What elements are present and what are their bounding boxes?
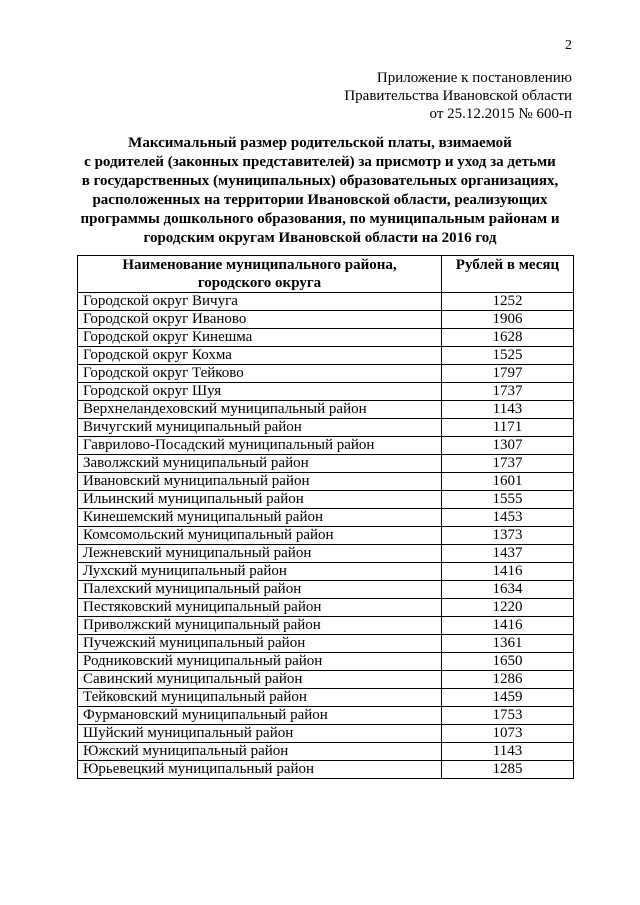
- title-line: городским округам Ивановской области на 2016 год: [143, 230, 497, 246]
- district-name: Пучежский муниципальный район: [78, 635, 442, 653]
- fee-value: 1416: [442, 617, 574, 635]
- fee-value: 1753: [442, 707, 574, 725]
- appendix-line: Приложение к постановлению: [376, 70, 572, 86]
- table-row: [78, 347, 574, 365]
- fees-table: [77, 255, 574, 779]
- table-row: [78, 329, 574, 347]
- table-row: [78, 617, 574, 635]
- district-name: Городской округ Кохма: [78, 347, 442, 365]
- appendix-line: от 25.12.2015 № 600-п: [429, 106, 572, 122]
- district-name: Городской округ Вичуга: [78, 293, 442, 311]
- district-name: Приволжский муниципальный район: [78, 617, 442, 635]
- table-row: [78, 743, 574, 761]
- table-row: [78, 581, 574, 599]
- table-header-row: [78, 256, 574, 293]
- fee-value: 1361: [442, 635, 574, 653]
- table-row: [78, 437, 574, 455]
- table-row: [78, 563, 574, 581]
- header-name-line1: Наименование муниципального района,: [122, 257, 397, 273]
- table-row: [78, 725, 574, 743]
- district-name: Савинский муниципальный район: [78, 671, 442, 689]
- fee-value: 1143: [442, 743, 574, 761]
- header-name-line2: городского округа: [197, 275, 322, 291]
- fee-value: 1285: [442, 761, 574, 779]
- fee-value: 1906: [442, 311, 574, 329]
- fee-value: 1373: [442, 527, 574, 545]
- title-line: в государственных (муниципальных) образовательных организациях,: [81, 173, 559, 189]
- fee-value: 1737: [442, 455, 574, 473]
- table-row: [78, 761, 574, 779]
- table-row: [78, 383, 574, 401]
- district-name: Ивановский муниципальный район: [78, 473, 442, 491]
- appendix-note: [344, 69, 572, 123]
- title-line: с родителей (законных представителей) за присмотр и уход за детьми: [84, 154, 556, 170]
- table-row: [78, 653, 574, 671]
- district-name: Лухский муниципальный район: [78, 563, 442, 581]
- table-row: [78, 491, 574, 509]
- district-name: Шуйский муниципальный район: [78, 725, 442, 743]
- title-line: расположенных на территории Ивановской области, реализующих: [92, 192, 548, 208]
- fee-value: 1525: [442, 347, 574, 365]
- district-name: Южский муниципальный район: [78, 743, 442, 761]
- table-row: [78, 509, 574, 527]
- fee-value: 1634: [442, 581, 574, 599]
- district-name: Родниковский муниципальный район: [78, 653, 442, 671]
- title-line: программы дошкольного образования, по муниципальным районам и: [80, 211, 560, 227]
- table-row: [78, 365, 574, 383]
- district-name: Кинешемский муниципальный район: [78, 509, 442, 527]
- fee-value: 1171: [442, 419, 574, 437]
- table-row: [78, 455, 574, 473]
- table-row: [78, 599, 574, 617]
- district-name: Заволжский муниципальный район: [78, 455, 442, 473]
- district-name: Гаврилово-Посадский муниципальный район: [78, 437, 442, 455]
- fee-value: 1073: [442, 725, 574, 743]
- table-row: [78, 671, 574, 689]
- district-name: Вичугский муниципальный район: [78, 419, 442, 437]
- fee-value: 1437: [442, 545, 574, 563]
- district-name: Комсомольский муниципальный район: [78, 527, 442, 545]
- district-name: Городской округ Иваново: [78, 311, 442, 329]
- fee-value: 1601: [442, 473, 574, 491]
- fee-value: 1628: [442, 329, 574, 347]
- fee-value: 1416: [442, 563, 574, 581]
- district-name: Городской округ Шуя: [78, 383, 442, 401]
- table-row: [78, 545, 574, 563]
- fee-value: 1286: [442, 671, 574, 689]
- district-name: Юрьевецкий муниципальный район: [78, 761, 442, 779]
- table-row: [78, 419, 574, 437]
- fee-value: 1459: [442, 689, 574, 707]
- table-row: [78, 293, 574, 311]
- fee-value: 1307: [442, 437, 574, 455]
- fee-value: 1220: [442, 599, 574, 617]
- district-name: Ильинский муниципальный район: [78, 491, 442, 509]
- document-title: [70, 134, 570, 248]
- district-name: Фурмановский муниципальный район: [78, 707, 442, 725]
- district-name: Пестяковский муниципальный район: [78, 599, 442, 617]
- table-row: [78, 473, 574, 491]
- district-name: Городской округ Тейково: [78, 365, 442, 383]
- fee-value: 1555: [442, 491, 574, 509]
- fee-value: 1797: [442, 365, 574, 383]
- fee-value: 1737: [442, 383, 574, 401]
- table-row: [78, 689, 574, 707]
- table-row: [78, 635, 574, 653]
- table-row: [78, 707, 574, 725]
- district-name: Палехский муниципальный район: [78, 581, 442, 599]
- district-name: Тейковский муниципальный район: [78, 689, 442, 707]
- header-value: Рублей в месяц: [442, 256, 574, 293]
- table-row: [78, 311, 574, 329]
- title-line: Максимальный размер родительской платы, взимаемой: [128, 135, 512, 151]
- fee-value: 1252: [442, 293, 574, 311]
- page-number: 2: [565, 38, 572, 53]
- header-name: [78, 256, 442, 293]
- district-name: Городской округ Кинешма: [78, 329, 442, 347]
- district-name: Лежневский муниципальный район: [78, 545, 442, 563]
- appendix-line: Правительства Ивановской области: [344, 88, 572, 104]
- district-name: Верхнеландеховский муниципальный район: [78, 401, 442, 419]
- table-row: [78, 401, 574, 419]
- table-row: [78, 527, 574, 545]
- fee-value: 1143: [442, 401, 574, 419]
- fee-value: 1650: [442, 653, 574, 671]
- fee-value: 1453: [442, 509, 574, 527]
